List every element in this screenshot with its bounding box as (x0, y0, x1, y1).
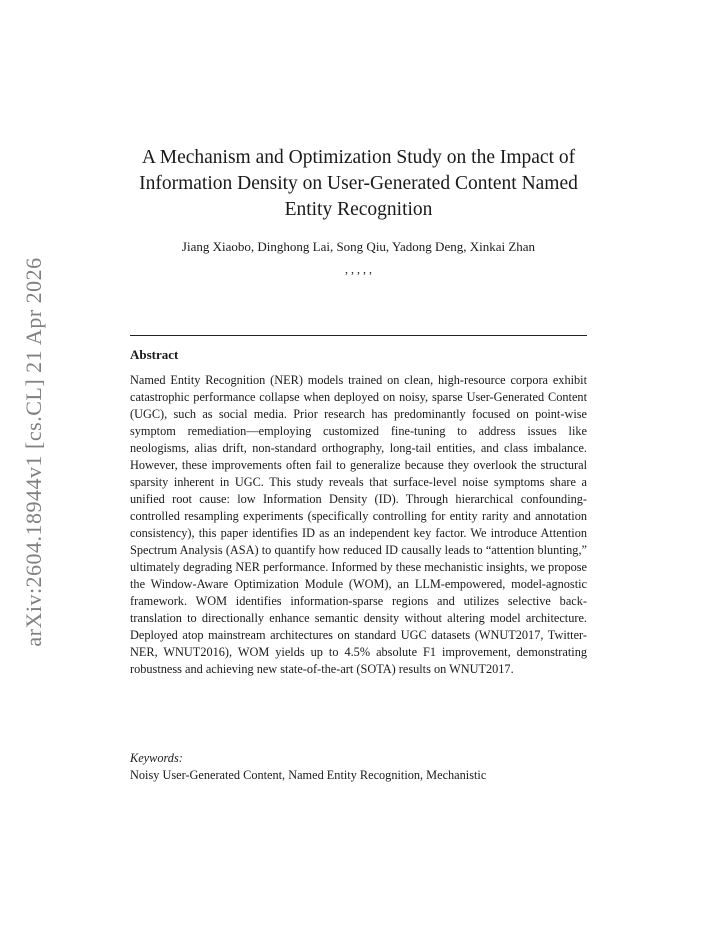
keywords-heading: Keywords: (130, 751, 183, 765)
author-list: Jiang Xiaobo, Dinghong Lai, Song Qiu, Yadong Deng, Xinkai Zhan (181, 239, 536, 254)
abstract-text: Named Entity Recognition (NER) models trained on clean, high-resource corpora exhibit catastrophic performance collapse when deployed on noisy, sparse User-Generated Content (UGC), such as social media. Prior research has predominantly focused on point-wise symptom remediation—employing customized fine-tuning to address issues like neologisms, alias drift, non-standard orthography, long-tail entities, and class imbalance. However, these improvements often fail to generalize because they overlook the structural sparsity inherent in UGC. This study reveals that surface-level noise symptoms share a unified root cause: low Information Density (ID). Through hierarchical confounding-controlled resampling experiments (specifically controlling for entity rarity and annotation consistency), this paper identifies ID as an independent key factor. We introduce Attention Spectrum Analysis (ASA) to quantify how reduced ID causally leads to “attention blunting,” ultimately degrading NER performance. Informed by these mechanistic insights, we propose the Window-Aware Optimization Module (WOM), an LLM-empowered, model-agnostic framework. WOM identifies information-sparse regions and utilizes selective back-translation to directionally enhance semantic density without altering model architecture. Deployed atop mainstream architectures on standard UGC datasets (WNUT2017, Twitter-NER, WNUT2016), WOM yields up to 4.5% absolute F1 improvement, demonstrating robustness and achieving new state-of-the-art (SOTA) results on WNUT2017. (130, 373, 587, 676)
keywords-text: Noisy User-Generated Content, Named Entity Recognition, Mechanistic (130, 768, 487, 782)
affiliation-markers: , , , , , (345, 262, 372, 276)
arxiv-identifier-sidebar[interactable]: arXiv:2604.18944v1 [cs.CL] 21 Apr 2026 (21, 257, 46, 647)
abstract-heading: Abstract (130, 347, 179, 362)
paper-title: A Mechanism and Optimization Study on the Impact of Information Density on User-Generated Content Named Entity Recognition (139, 147, 578, 220)
horizontal-rule (130, 335, 587, 336)
